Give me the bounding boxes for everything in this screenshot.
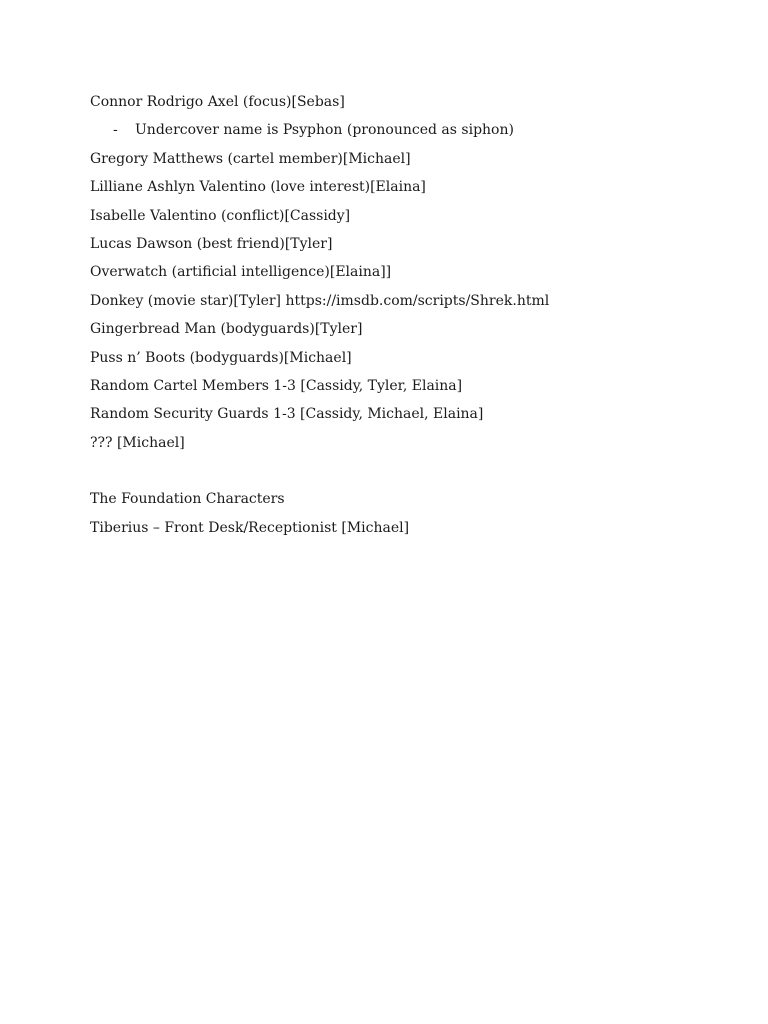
sub-bullet-item (90, 118, 730, 146)
character-line: Gingerbread Man (bodyguards)[Tyler] (90, 321, 363, 338)
blank-line (90, 459, 730, 487)
document-body (90, 90, 730, 544)
character-line: Gregory Matthews (cartel member)[Michael] (90, 150, 411, 167)
character-line: Puss n’ Boots (bodyguards)[Michael] (90, 349, 352, 366)
section-line: Tiberius – Front Desk/Receptionist [Michael] (90, 519, 410, 536)
character-line: ??? [Michael] (90, 434, 185, 451)
character-line: Random Cartel Members 1-3 [Cassidy, Tyler, Elaina] (90, 377, 463, 394)
section-heading: The Foundation Characters (90, 491, 285, 508)
character-line: Connor Rodrigo Axel (focus)[Sebas] (90, 94, 345, 110)
character-line: Isabelle Valentino (conflict)[Cassidy] (90, 207, 351, 224)
character-line: Random Security Guards 1-3 [Cassidy, Michael, Elaina] (90, 406, 484, 423)
character-line: Lilliane Ashlyn Valentino (love interest)[Elaina] (90, 179, 426, 196)
sub-bullet-text: Undercover name is Psyphon (pronounced as siphon) (135, 122, 514, 139)
bullet-dash: - (113, 122, 118, 139)
character-line: Lucas Dawson (best friend)[Tyler] (90, 235, 333, 252)
character-line: Overwatch (artificial intelligence)[Elaina]] (90, 264, 392, 281)
character-line: Donkey (movie star)[Tyler] https://imsdb.com/scripts/Shrek.html (90, 292, 550, 309)
